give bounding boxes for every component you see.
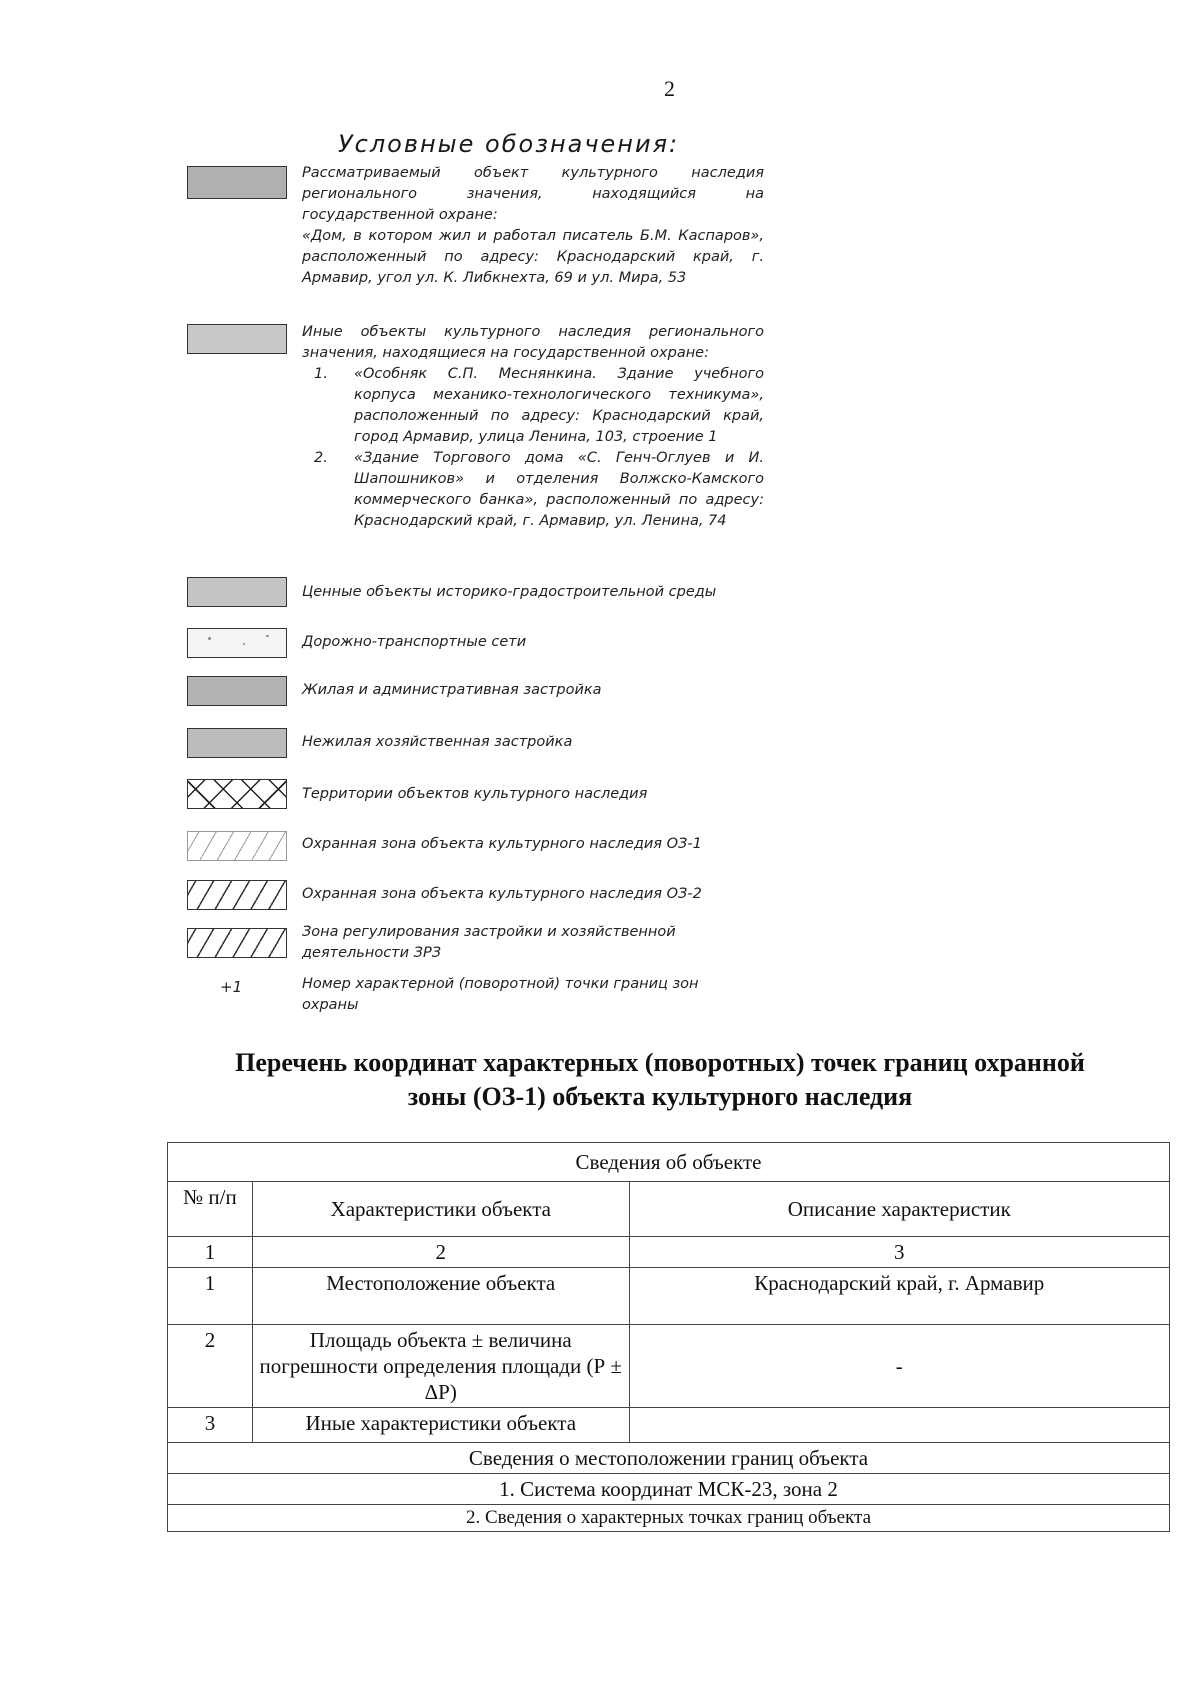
legend-item-other-objects	[302, 322, 764, 532]
table-row	[168, 1505, 1170, 1532]
legend-title: Условные обозначения:	[338, 130, 680, 158]
legend-swatch-heritage-territories	[187, 779, 287, 809]
list-text: «Здание Торгового дома «С. Генч-Оглуев и И. Шапошников» и отделения Волжско-Камского коммерческого банка», расположенный по адресу: Краснодарский край, г. Армавир, ул. Ленина, 74	[354, 450, 764, 529]
legend-swatch-regulation-zone	[187, 928, 287, 958]
legend-item-road-networks: Дорожно-транспортные сети	[302, 634, 527, 650]
row-characteristic: Местоположение объекта	[252, 1268, 629, 1325]
section-title: Сведения об объекте	[168, 1143, 1170, 1182]
boundary-title: Сведения о местоположении границ объекта	[168, 1443, 1170, 1474]
list-item	[302, 364, 764, 448]
legend-swatch-subject-object	[187, 166, 287, 199]
row-num: 3	[168, 1408, 253, 1443]
header-description: Описание характеристик	[629, 1182, 1169, 1237]
legend-text: Иные объекты культурного наследия регионального значения, находящиеся на государственной охране:	[302, 324, 764, 361]
table-header-row	[168, 1182, 1170, 1237]
row-description: -	[629, 1325, 1169, 1408]
list-item	[302, 448, 764, 532]
row-num: 1	[168, 1268, 253, 1325]
legend-swatch-road-networks	[187, 628, 287, 658]
legend-item-valuable-objects: Ценные объекты историко-градостроительной среды	[302, 584, 717, 600]
row-num: 2	[168, 1325, 253, 1408]
legend-text: Рассматриваемый объект культурного наследия регионального значения, находящийся на государственной охране:	[302, 165, 764, 223]
table-row	[168, 1408, 1170, 1443]
row-characteristic: Иные характеристики объекта	[252, 1408, 629, 1443]
legend-item-residential: Жилая и административная застройка	[302, 682, 602, 698]
index-cell: 1	[168, 1237, 253, 1268]
table-row	[168, 1268, 1170, 1325]
legend-swatch-non-residential	[187, 728, 287, 758]
row-description	[629, 1408, 1169, 1443]
legend-item-regulation-zone: Зона регулирования застройки и хозяйственной деятельности ЗРЗ	[302, 924, 676, 961]
legend-item-subject-object	[302, 163, 764, 289]
index-cell: 3	[629, 1237, 1169, 1268]
object-info-table	[167, 1142, 1170, 1532]
table-row	[168, 1143, 1170, 1182]
list-text: «Особняк С.П. Меснянкина. Здание учебного корпуса механико-технологического техникума», расположенный по адресу: Краснодарский край, город Армавир, улица Ленина, 103, строение 1	[354, 366, 764, 445]
row-characteristic: Площадь объекта ± величина погрешности определения площади (Р ± ΔР)	[252, 1325, 629, 1408]
legend-detail: «Дом, в котором жил и работал писатель Б.М. Каспаров», расположенный по адресу: Краснодарский край, г. Армавир, угол ул. К. Либкнехта, 69 и ул. Мира, 53	[302, 228, 764, 286]
heading-line-1: Перечень координат характерных (поворотных) точек границ охранной	[235, 1048, 1085, 1077]
heading-line-2: зоны (ОЗ-1) объекта культурного наследия	[407, 1082, 913, 1111]
list-number: 2.	[314, 450, 328, 466]
page-number: 2	[664, 76, 675, 101]
list-number: 1.	[314, 366, 328, 382]
legend-swatch-protection-zone-oz2	[187, 880, 287, 910]
legend-item-point-number: Номер характерной (поворотной) точки границ зон охраны	[302, 976, 699, 1013]
header-characteristics: Характеристики объекта	[252, 1182, 629, 1237]
legend-marker-point-number: +1	[220, 978, 243, 996]
legend-item-protection-zone-oz1: Охранная зона объекта культурного наследия ОЗ-1	[302, 836, 702, 852]
table-row	[168, 1474, 1170, 1505]
document-heading	[160, 1046, 1160, 1114]
index-cell: 2	[252, 1237, 629, 1268]
legend-item-protection-zone-oz2: Охранная зона объекта культурного наследия ОЗ-2	[302, 886, 702, 902]
legend-swatch-protection-zone-oz1	[187, 831, 287, 861]
legend-swatch-residential	[187, 676, 287, 706]
row-description: Краснодарский край, г. Армавир	[629, 1268, 1169, 1325]
header-num: № п/п	[168, 1182, 253, 1237]
table-index-row	[168, 1237, 1170, 1268]
legend-swatch-valuable-objects	[187, 577, 287, 607]
table-row	[168, 1443, 1170, 1474]
table-row	[168, 1325, 1170, 1408]
legend-swatch-other-objects	[187, 324, 287, 354]
legend-item-non-residential: Нежилая хозяйственная застройка	[302, 734, 573, 750]
legend-item-heritage-territories: Территории объектов культурного наследия	[302, 786, 648, 802]
coordinate-system: 1. Система координат МСК-23, зона 2	[168, 1474, 1170, 1505]
points-title: 2. Сведения о характерных точках границ объекта	[168, 1505, 1170, 1532]
